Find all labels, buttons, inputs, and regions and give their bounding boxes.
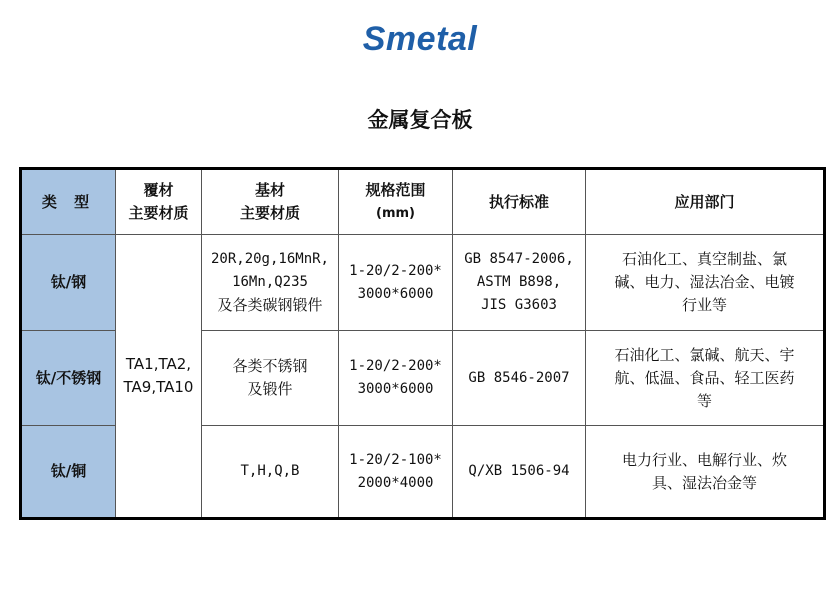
spec-line: 2000*4000 [357, 474, 434, 491]
spec-line: 3000*6000 [357, 381, 434, 397]
standard-line: ASTM B898, [476, 274, 562, 290]
spec-line: 1-20/2-200* [349, 262, 442, 279]
base-material-line: T,H,Q,B [240, 463, 300, 479]
application-line: 电力行业、电解行业、炊 [621, 450, 787, 469]
brand-logo: Smetal [362, 20, 478, 58]
header-standard: 执行标准 [453, 169, 586, 235]
application-line: 碱、电力、湿法冶金、电镀 [614, 273, 795, 291]
standard-cell [453, 235, 586, 331]
spec-line: 1-20/2-100* [349, 451, 442, 468]
application-cell [586, 426, 825, 519]
base-material-line: 16Mn,Q235 [232, 274, 308, 290]
header-application: 应用部门 [586, 169, 825, 235]
row-type: 钛/不锈钢 [21, 331, 116, 426]
application-cell [586, 331, 825, 426]
header-base-line1: 基材 [254, 181, 285, 199]
spec-cell [339, 331, 453, 426]
application-line: 石油化工、真空制盐、氯 [621, 250, 787, 268]
application-line: 航、低温、食品、轻工医药 [614, 368, 795, 387]
row-type: 钛/钢 [21, 235, 116, 331]
header-type: 类 型 [21, 169, 116, 235]
application-line: 等 [696, 391, 712, 410]
application-line: 行业等 [681, 296, 727, 314]
header-clad-line1: 覆材 [143, 181, 174, 199]
header-clad [116, 169, 202, 235]
clad-material-line: TA1,TA2, [125, 355, 192, 373]
table-header-row [21, 169, 825, 235]
header-clad-line2: 主要材质 [128, 204, 189, 222]
standard-cell [453, 331, 586, 426]
row-type: 钛/铜 [21, 426, 116, 519]
application-cell [586, 235, 825, 331]
table-row [21, 235, 825, 331]
spec-line: 3000*6000 [357, 285, 434, 302]
standard-line: Q/XB 1506-94 [468, 463, 570, 479]
header-spec [339, 169, 453, 235]
spec-line: 1-20/2-200* [349, 358, 442, 374]
standard-cell [453, 426, 586, 519]
base-material-cell [202, 331, 339, 426]
spec-cell [339, 426, 453, 519]
clad-material-cell [116, 235, 202, 519]
base-material-cell [202, 426, 339, 519]
spec-cell [339, 235, 453, 331]
standard-line: GB 8546-2007 [468, 369, 570, 386]
standard-line: GB 8547-2006, [464, 251, 574, 267]
application-line: 具、湿法冶金等 [651, 473, 757, 492]
header-base [202, 169, 339, 235]
header-spec-line1: 规格范围 [365, 181, 426, 199]
header-spec-line2: (mm) [376, 206, 415, 221]
base-material-line: 各类不锈钢 [232, 357, 308, 375]
page-title: 金属复合板 [367, 108, 473, 132]
base-material-line: 及各类碳钢锻件 [217, 296, 323, 314]
standard-line: JIS G3603 [481, 297, 557, 313]
base-material-line: 及锻件 [247, 380, 293, 398]
header-base-line2: 主要材质 [239, 204, 300, 222]
base-material-line: 20R,20g,16MnR, [210, 251, 329, 267]
application-line: 石油化工、氯碱、航天、宇 [614, 345, 795, 364]
spec-table [19, 167, 826, 520]
clad-material-line: TA9,TA10 [123, 378, 194, 396]
base-material-cell [202, 235, 339, 331]
